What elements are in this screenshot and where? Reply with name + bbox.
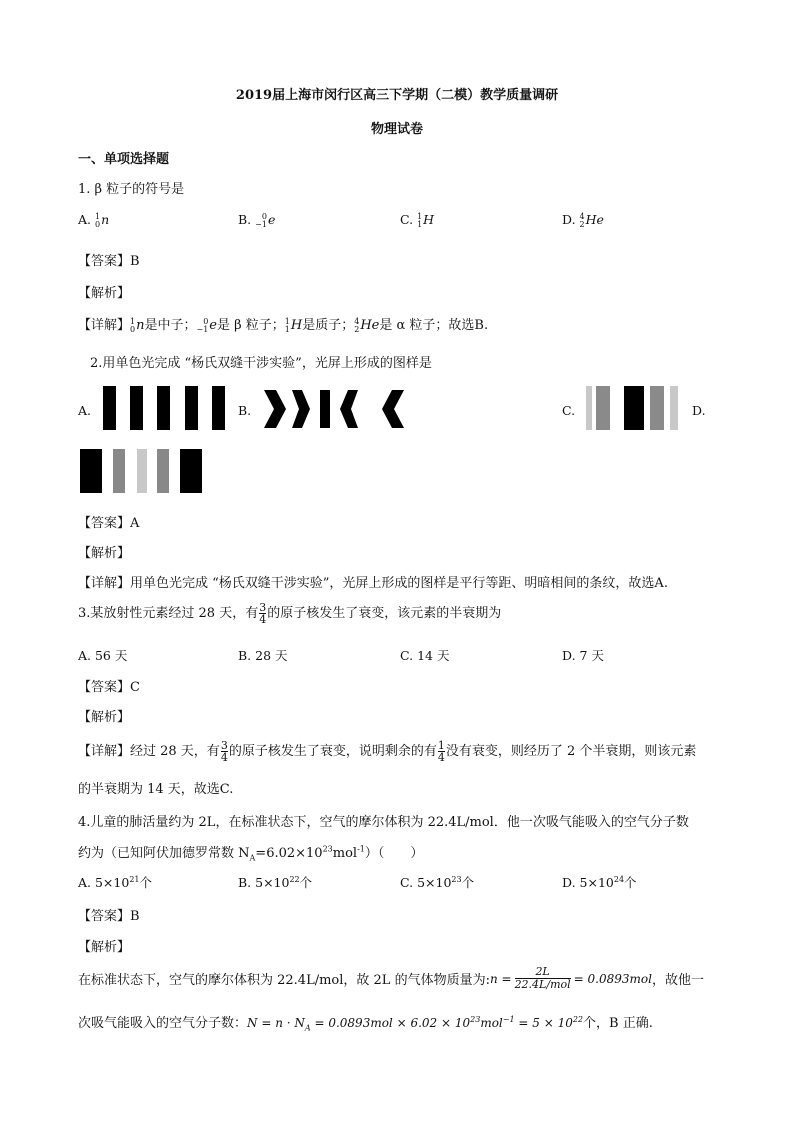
q3-stem: 3.某放射性元素经过 28 天，有 $\frac{3}{4}$ 的原子核发生了衰变，该元素的半衰期为 bbox=[78, 601, 502, 626]
molar-equation: n = $\frac{2L}{\text{22.4L/mol}}$ = 0.0893mol bbox=[489, 965, 652, 991]
q1-analysis: 【解析】 bbox=[78, 286, 131, 301]
q3-answer: 【答案】C bbox=[78, 680, 140, 695]
q4-analysis: 【解析】 bbox=[78, 940, 131, 955]
q1-detail: 【详解】 1 0 n是中子； 0 −1 e是 β 粒子； 1 1 H是质子； 4 2 He是 α 粒子；故选B. bbox=[78, 316, 489, 334]
q2-option-d-label: D. bbox=[692, 403, 706, 418]
q4-stem-line1: 4.儿童的肺活量约为 2L，在标准状态下，空气的摩尔体积为 22.4L/mol．他一次吸气能吸入的空气分子数 bbox=[78, 815, 689, 830]
q3-option-d: D. 7 天 bbox=[562, 648, 604, 663]
q2-option-d-fringes bbox=[80, 449, 204, 493]
q1-option-c: C. 1 1 H bbox=[400, 211, 435, 229]
q1-option-a: A. 1 0 n bbox=[78, 211, 110, 229]
q3-option-a: A. 56 天 bbox=[78, 648, 128, 663]
page-title: 2019届上海市闵行区高三下学期（二模）教学质量调研 bbox=[235, 88, 559, 103]
q1-option-b: B. 0 −1 e bbox=[238, 211, 276, 229]
q1-option-d: D. 4 2 He bbox=[562, 211, 604, 229]
q2-option-a-fringes bbox=[103, 386, 227, 430]
q2-option-a-label: A. bbox=[78, 403, 92, 418]
q3-detail-cont: 的半衰期为 14 天，故选C. bbox=[78, 782, 234, 797]
q2-answer: 【答案】A bbox=[78, 516, 140, 531]
q1-stem: 1. β 粒子的符号是 bbox=[78, 182, 185, 197]
q2-option-c-fringes bbox=[586, 386, 682, 430]
q4-solution-line1: 在标准状态下，空气的摩尔体积为 22.4L/mol，故 2L 的气体物质量为: n = $\frac{2L}{\text{22.4L/mol}}$ = 0.0893mol ，故他一 bbox=[78, 965, 704, 991]
q2-stem: 2.用单色光完成 “杨氏双缝干涉实验”，光屏上形成的图样是 bbox=[90, 356, 432, 371]
q4-option-a: A. $5\times 10^{21}$个 bbox=[78, 874, 153, 890]
q4-option-c: C. $5\times 10^{23}$个 bbox=[400, 874, 475, 890]
q4-solution-line2: 次吸气能吸入的空气分子数：$N = n \cdot N_A = 0.0893mol \times 6.02 \times 10^{23}mol^{-1} = 5 \times 10^{22}$个，B 正确. bbox=[78, 1015, 653, 1033]
q4-option-b: B. $5\times 10^{22}$个 bbox=[238, 874, 313, 890]
q2-analysis: 【解析】 bbox=[78, 546, 131, 561]
q4-answer: 【答案】B bbox=[78, 909, 140, 924]
q3-detail: 【详解】经过 28 天，有 $\frac{3}{4}$ 的原子核发生了衰变，说明剩余的有 $\frac{1}{4}$ 没有衰变，则经历了 2 个半衰期，则该元素 bbox=[78, 739, 697, 764]
q3-option-c: C. 14 天 bbox=[400, 648, 450, 663]
section-heading: 一、单项选择题 bbox=[78, 152, 170, 167]
q2-option-b-label: B. bbox=[238, 403, 252, 418]
q2-option-b-diffraction bbox=[262, 386, 410, 432]
q2-option-c-label: C. bbox=[562, 403, 576, 418]
q4-stem-line2: 约为（已知阿伏加德罗常数 $N_A=6.02\times 10^{23}mol^{-1}$）（ ） bbox=[78, 844, 424, 863]
q4-option-d: D. $5\times 10^{24}$个 bbox=[562, 874, 637, 890]
q2-detail: 【详解】用单色光完成 “杨氏双缝干涉实验”，光屏上形成的图样是平行等距、明暗相间的条纹，故选A. bbox=[78, 576, 668, 591]
q1-answer: 【答案】B bbox=[78, 254, 140, 269]
page-subtitle: 物理试卷 bbox=[370, 122, 423, 137]
q3-option-b: B. 28 天 bbox=[238, 648, 288, 663]
q3-analysis: 【解析】 bbox=[78, 710, 131, 725]
